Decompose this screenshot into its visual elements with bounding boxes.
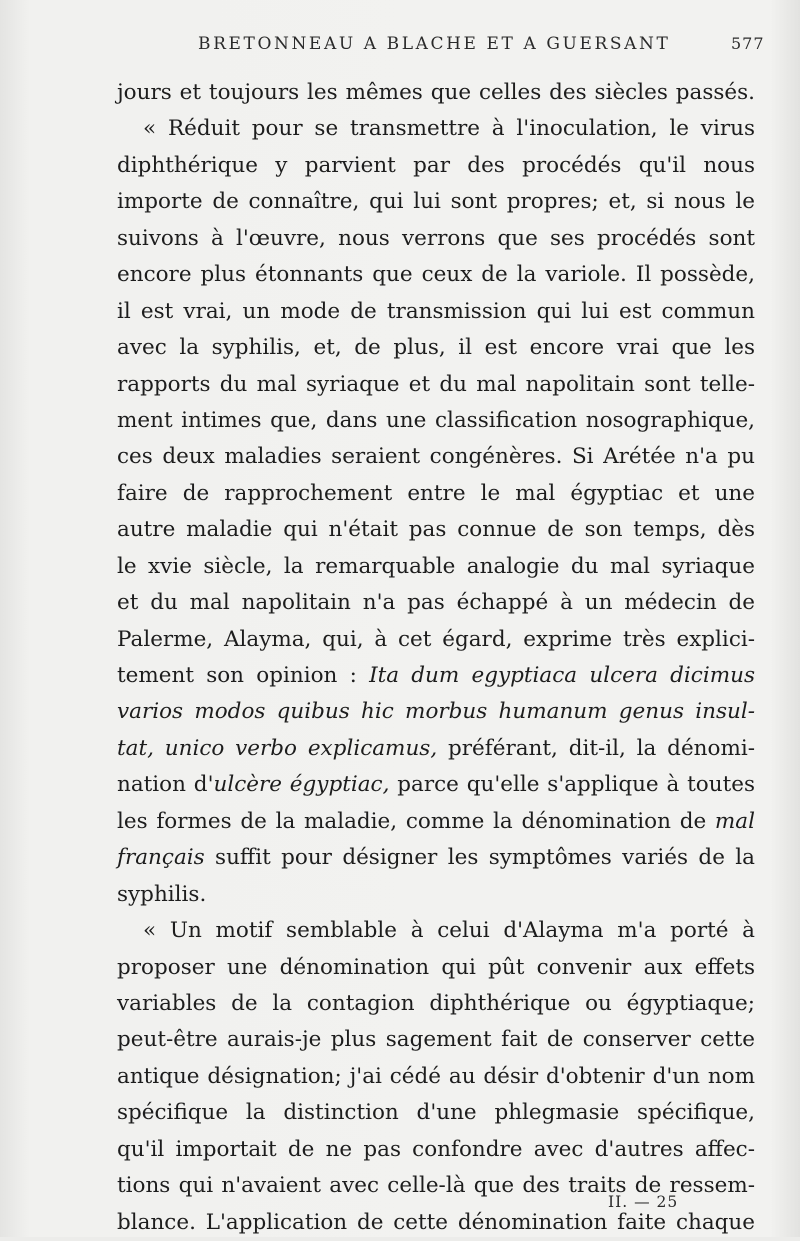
text-segment: importe de connaître, qui lui sont propres; et, si nous le: [117, 189, 755, 215]
text-segment: « Réduit pour se transmettre à l'inoculation, le virus: [143, 116, 755, 142]
text-line: [117, 877, 755, 913]
italic-text: tat, unico verbo explicamus,: [117, 735, 438, 761]
text-line: [117, 986, 755, 1022]
text-segment: qu'il importait de ne pas confondre avec d'autres affec-: [117, 1136, 755, 1162]
italic-text: mal: [714, 808, 755, 834]
text-line: [117, 330, 755, 366]
text-segment: faire de rapprochement entre le mal égyptiac et une: [117, 480, 755, 506]
italic-text: ulcère égyptiac,: [213, 772, 390, 798]
text-segment: tement son opinion :: [117, 663, 370, 688]
text-line: [117, 75, 755, 111]
text-line: [117, 950, 755, 986]
text-segment: suivons à l'œuvre, nous verrons que ses procédés sont: [117, 225, 755, 251]
text-line: [117, 111, 755, 147]
italic-text: varios modos quibus hic morbus humanum genus insul-: [117, 699, 755, 725]
text-line: [117, 767, 755, 803]
text-line: [117, 221, 755, 257]
text-segment: diphthérique y parvient par des procédés qu'il nous: [117, 152, 755, 178]
text-segment: blance. L'application de cette dénomination faite chaque: [117, 1209, 755, 1235]
text-line: [117, 1132, 755, 1168]
text-segment: et du mal napolitain n'a pas échappé à un médecin de: [117, 590, 755, 616]
text-segment: antique désignation; j'ai cédé au désir d'obtenir d'un nom: [117, 1063, 755, 1089]
text-segment: suffit pour désigner les symptômes variés de la: [204, 845, 755, 871]
text-line: [117, 585, 755, 621]
text-line: [117, 367, 755, 403]
text-segment: ces deux maladies seraient congénères. Si Arétée n'a pu: [117, 444, 755, 470]
text-segment: préférant, dit-il, la dénomi-: [437, 735, 755, 761]
text-segment: les formes de la maladie, comme la dénomination de: [117, 808, 715, 834]
text-segment: tions qui n'avaient avec celle-là que des traits de ressem-: [117, 1173, 755, 1199]
text-line: [117, 257, 755, 293]
text-line: [117, 512, 755, 548]
text-line: [117, 1059, 755, 1095]
text-line: [117, 439, 755, 475]
text-segment: proposer une dénomination qui pût convenir aux effets: [117, 954, 755, 980]
text-line: [117, 913, 755, 949]
signature-mark: II. — 25: [608, 1193, 679, 1211]
text-segment: rapports du mal syriaque et du mal napolitain sont telle-: [117, 371, 755, 397]
italic-text: français: [117, 845, 205, 871]
text-segment: jours et toujours les mêmes que celles des siècles passés.: [117, 80, 755, 105]
running-head: [0, 34, 800, 58]
text-segment: spécifique la distinction d'une phlegmasie spécifique,: [117, 1100, 755, 1126]
text-segment: parce qu'elle s'applique à toutes: [389, 772, 755, 798]
text-line: [117, 731, 755, 767]
text-line: [117, 148, 755, 184]
text-segment: syphilis.: [117, 881, 207, 907]
text-line: [117, 549, 755, 585]
page-number: 577: [731, 34, 765, 53]
text-line: [117, 622, 755, 658]
text-line: [117, 184, 755, 220]
text-line: [117, 694, 755, 730]
text-segment: il est vrai, un mode de transmission qui lui est commun: [117, 298, 755, 324]
text-segment: peut-être aurais-je plus sagement fait de conserver cette: [117, 1027, 755, 1053]
text-segment: autre maladie qui n'était pas connue de son temps, dès: [117, 517, 755, 543]
body-text: [117, 75, 755, 1241]
text-line: [117, 804, 755, 840]
text-line: [117, 1022, 755, 1058]
text-segment: le xvie siècle, la remarquable analogie du mal syriaque: [117, 553, 755, 579]
text-line: [117, 658, 755, 694]
text-segment: variables de la contagion diphthérique ou égyptiaque;: [117, 990, 755, 1016]
text-line: [117, 1095, 755, 1131]
text-line: [117, 294, 755, 330]
text-segment: « Un motif semblable à celui d'Alayma m'a porté à: [143, 918, 755, 944]
text-segment: encore plus étonnants que ceux de la variole. Il possède,: [117, 262, 755, 288]
italic-text: Ita dum egyptiaca ulcera dicimus: [369, 663, 755, 688]
text-line: [117, 403, 755, 439]
running-title: BRETONNEAU A BLACHE ET A GUERSANT: [198, 34, 671, 54]
text-segment: ment intimes que, dans une classification nosographique,: [117, 407, 755, 433]
text-segment: nation d': [117, 772, 214, 798]
text-line: [117, 840, 755, 876]
text-segment: avec la syphilis, et, de plus, il est encore vrai que les: [117, 335, 755, 361]
text-line: [117, 476, 755, 512]
text-segment: Palerme, Alayma, qui, à cet égard, exprime très explici-: [117, 626, 755, 652]
